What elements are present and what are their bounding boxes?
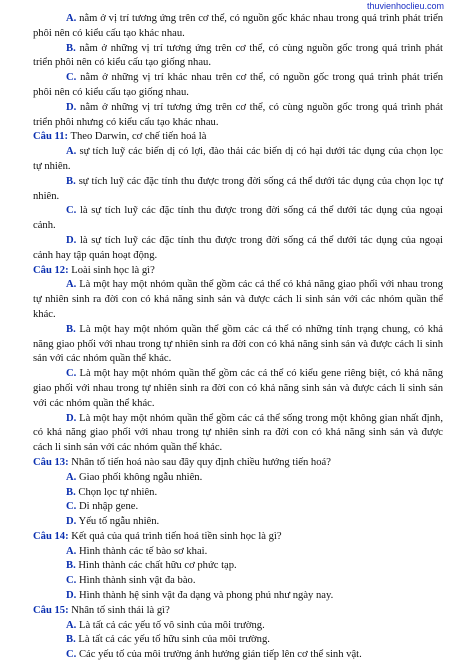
answer-option [33, 145, 443, 175]
site-watermark: thuvienhoclieu.com [366, 1, 444, 11]
option-letter: A. [66, 279, 77, 291]
option-text: nằm ở những vị trí khác nhau trên cơ thể, có nguồn gốc trong quá trình phát triển phôi nên có kiểu cấu tạo giống nhau. [33, 72, 443, 98]
option-letter: B. [66, 42, 76, 54]
option-letter: D. [66, 101, 77, 113]
option-text: Hình thành hệ sinh vật đa dạng và phong phú như ngày nay. [78, 590, 334, 602]
question-stem [33, 264, 443, 279]
question-number: Câu 13: [33, 456, 69, 468]
answer-option [33, 175, 443, 205]
question-stem [33, 530, 443, 545]
question-text: Loài sinh học là gì? [71, 264, 155, 276]
answer-option [33, 412, 443, 456]
answer-option [33, 559, 443, 574]
answer-option [33, 515, 443, 530]
answer-option [33, 648, 443, 663]
answer-option [33, 234, 443, 264]
option-letter: A. [66, 13, 77, 24]
answer-option [33, 619, 443, 634]
option-letter: D. [66, 590, 77, 602]
answer-option [33, 545, 443, 560]
option-text: Chọn lọc tự nhiên. [78, 486, 158, 498]
answer-option [33, 101, 443, 131]
option-text: Di nhập gene. [78, 501, 139, 513]
question-content [33, 12, 443, 663]
option-text: là sự tích luỹ các đặc tính thu được trong đời sống cá thể dưới tác dụng của ngoại cảnh. [33, 205, 443, 232]
option-text: Yếu tố ngẫu nhiên. [78, 516, 160, 528]
option-letter: D. [66, 234, 77, 246]
answer-option [33, 12, 443, 42]
option-text: sự tích luỹ các đặc tính thu được trong đời sống cá thể dưới tác dụng của chọn lọc tự nhiên. [33, 175, 443, 202]
option-letter: C. [66, 368, 77, 380]
option-text: sự tích luỹ các biến dị có lợi, đào thải các biến dị có hại dưới tác dụng của chọn lọc tự nhiên. [33, 146, 443, 172]
answer-option [33, 589, 443, 604]
question-stem [33, 130, 443, 145]
option-text: Là tất cả các yếu tố vô sinh của môi trường. [78, 619, 265, 631]
option-text: Là một hay một nhóm quần thể gồm các cá thể có những tính trạng chung, có khả năng giao phối với nhau trong tự nhiên sinh ra đời con có khả năng sinh sản và được cách li sinh sản với các nhóm quần thể khác. [33, 323, 443, 365]
question-text: Nhân tố tiến hoá nào sau đây quy định chiều hướng tiến hoá? [71, 456, 331, 468]
option-letter: B. [66, 486, 76, 498]
option-letter: C. [66, 205, 77, 217]
answer-option [33, 42, 443, 72]
answer-option [33, 500, 443, 515]
option-text: Hình thành các tế bào sơ khai. [78, 545, 208, 557]
option-letter: A. [66, 471, 77, 483]
answer-option [33, 574, 443, 589]
option-text: Là một hay một nhóm quần thể gồm các cá thể có kiểu gene riêng biệt, có khả năng giao phối với nhau trong tự nhiên sinh ra đời con có khả năng sinh sản và được cách li sinh sản với các nhóm quần thể khác. [33, 368, 443, 409]
option-letter: D. [66, 516, 77, 528]
answer-option [33, 471, 443, 486]
answer-option [33, 633, 443, 648]
option-letter: B. [66, 323, 76, 335]
option-letter: C. [66, 575, 77, 587]
option-text: Là tất cả các yếu tố hữu sinh của môi trường. [78, 634, 270, 646]
answer-option [33, 367, 443, 411]
option-text: Các yếu tố của môi trường ảnh hưởng gián tiếp lên cơ thể sinh vật. [78, 649, 362, 661]
option-text: nằm ở những vị trí tương ứng trên cơ thể, có cùng nguồn gốc trong quá trình phát triển phôi nên có kiểu cấu tạo giống nhau. [33, 42, 443, 69]
option-letter: A. [66, 619, 77, 631]
option-text: Là một hay một nhóm quần thể gồm các cá thể có khả năng giao phối với nhau trong tự nhiên sinh ra đời con có khả năng sinh sản và được cách li sinh sản với các nhóm quần thể khác. [33, 279, 443, 320]
question-number: Câu 14: [33, 530, 69, 542]
answer-option [33, 204, 443, 234]
option-text: nằm ở những vị trí tương ứng trên cơ thể, có cùng nguồn gốc trong quá trình phát triển phôi nhưng có kiểu cấu tạo khác nhau. [33, 101, 443, 128]
question-text: Theo Darwin, cơ chế tiến hoá là [70, 131, 207, 143]
answer-option [33, 71, 443, 101]
answer-option [33, 486, 443, 501]
option-letter: A. [66, 146, 77, 158]
question-number: Câu 15: [33, 604, 69, 616]
option-letter: A. [66, 545, 77, 557]
question-text: Kết quả của quá trình tiến hoá tiền sinh học là gì? [71, 530, 282, 542]
option-text: là sự tích luỹ các đặc tính thu được trong đời sống cá thể dưới tác dụng của ngoại cảnh hay tập quán hoạt động. [33, 234, 443, 261]
question-number: Câu 11: [33, 131, 69, 143]
question-text: Nhân tố sinh thái là gì? [71, 604, 170, 616]
option-letter: C. [66, 72, 77, 84]
option-letter: C. [66, 649, 77, 661]
option-text: nằm ở vị trí tương ứng trên cơ thể, có nguồn gốc khác nhau trong quá trình phát triển phôi nên có kiểu cấu tạo khác nhau. [33, 13, 443, 39]
option-text: Hình thành sinh vật đa bào. [78, 575, 196, 587]
answer-option [33, 278, 443, 322]
option-letter: B. [66, 634, 76, 646]
option-letter: C. [66, 501, 77, 513]
question-stem [33, 456, 443, 471]
option-text: Là một hay một nhóm quần thể gồm các cá thể sống trong một không gian nhất định, có khả năng giao phối với nhau trong tự nhiên sinh ra đời con có khả năng sinh sản và được cách li sinh sản với các nhóm quần thể khác. [33, 412, 443, 454]
answer-option [33, 323, 443, 367]
question-stem [33, 604, 443, 619]
option-letter: D. [66, 412, 77, 424]
option-letter: B. [66, 175, 76, 187]
option-text: Giao phối không ngẫu nhiên. [78, 471, 203, 483]
option-text: Hình thành các chất hữu cơ phức tạp. [78, 560, 237, 572]
question-number: Câu 12: [33, 264, 69, 276]
option-letter: B. [66, 560, 76, 572]
